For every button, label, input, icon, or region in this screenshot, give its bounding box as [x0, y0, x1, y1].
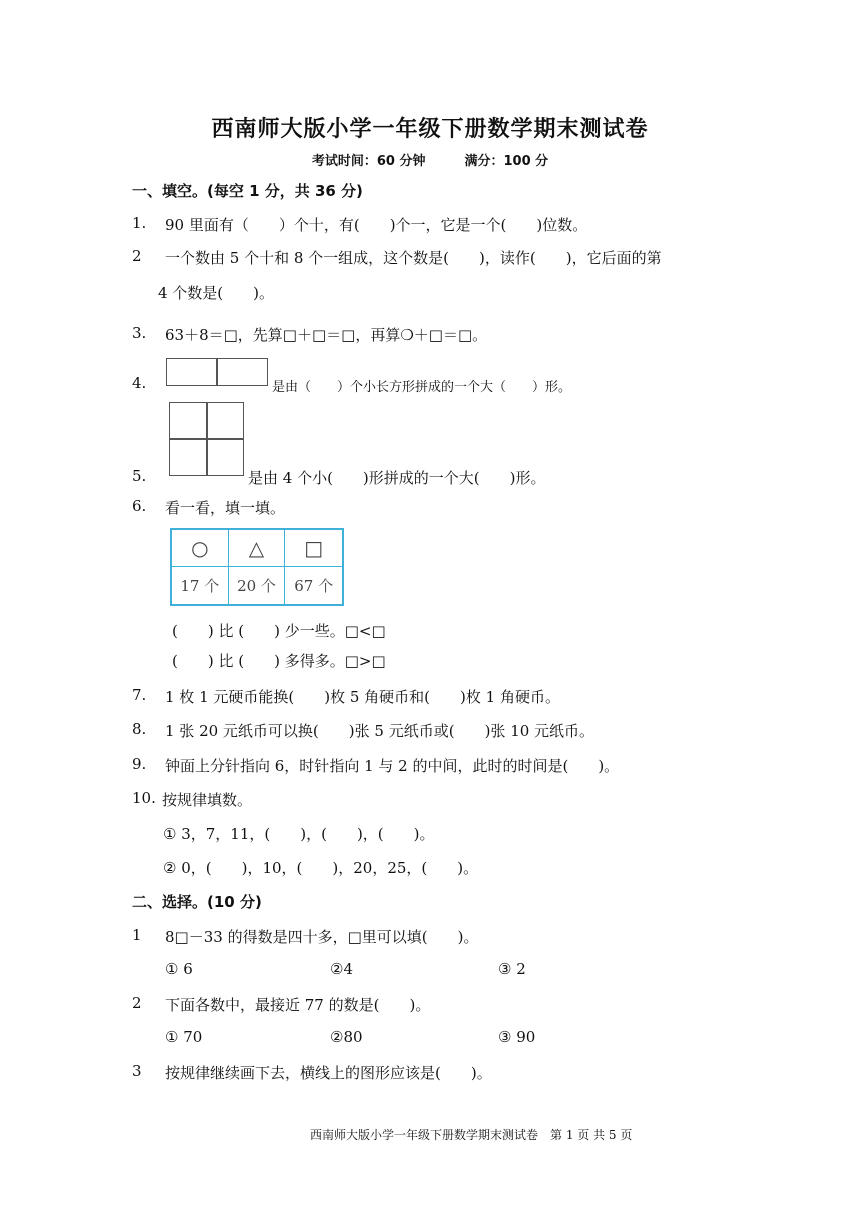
- q5-number: 5.: [132, 467, 147, 485]
- q6-compare-more: ( ) 比 ( ) 多得多。□>□: [172, 652, 386, 670]
- q5-text: 是由 4 个小( )形拼成的一个大( )形。: [248, 469, 546, 487]
- q9-text: 钟面上分针指向 6，时针指向 1 与 2 的中间，此时的时间是( )。: [165, 757, 620, 775]
- q6-number: 6.: [132, 497, 147, 515]
- s2-q2-text: 下面各数中，最接近 77 的数是( )。: [165, 996, 431, 1014]
- section1-heading: 一、填空。(每空 1 分，共 36 分): [132, 182, 363, 200]
- shape-count-table: [170, 528, 344, 606]
- q6-compare-less: ( ) 比 ( ) 少一些。□<□: [172, 622, 386, 640]
- circle-icon: ○: [172, 530, 229, 567]
- q3-text: 63＋8＝□，先算□＋□＝□，再算❍＋□＝□。: [165, 326, 488, 344]
- s2-q2-number: 2: [132, 994, 142, 1012]
- triangle-count: 20 个: [229, 567, 286, 604]
- s2-q2-option-a: ① 70: [165, 1028, 203, 1046]
- q2-text-line2: 4 个数是( )。: [158, 284, 275, 302]
- q9-number: 9.: [132, 755, 147, 773]
- q10-number: 10.: [132, 789, 156, 807]
- q10-text: 按规律填数。: [162, 791, 253, 809]
- square-count: 67 个: [294, 577, 334, 595]
- s2-q1-option-a: ① 6: [165, 960, 193, 978]
- s2-q1-number: 1: [132, 926, 142, 944]
- q8-number: 8.: [132, 720, 147, 738]
- page-footer: 西南师大版小学一年级下册数学期末测试卷 第 1 页 共 5 页: [310, 1128, 633, 1142]
- square-icon: □: [285, 530, 342, 567]
- s2-q3-text: 按规律继续画下去，横线上的图形应该是( )。: [165, 1064, 492, 1082]
- q8-text: 1 张 20 元纸币可以换( )张 5 元纸币或( )张 10 元纸币。: [165, 722, 595, 740]
- q2-text: 一个数由 5 个十和 8 个一组成，这个数是( )，读作( )，它后面的第: [165, 249, 662, 267]
- q4-number: 4.: [132, 374, 147, 392]
- q7-text: 1 枚 1 元硬币能换( )枚 5 角硬币和( )枚 1 角硬币。: [165, 688, 560, 706]
- two-rectangles-figure: [166, 358, 268, 386]
- q1-number: 1.: [132, 214, 147, 232]
- s2-q1-text: 8□－33 的得数是四十多，□里可以填( )。: [165, 928, 479, 946]
- s2-q2-option-c: ③ 90: [498, 1028, 536, 1046]
- s2-q1-option-b: ②4: [330, 960, 353, 978]
- s2-q3-number: 3: [132, 1062, 142, 1080]
- q2-number: 2: [132, 247, 142, 265]
- q10-sequence-2: ② 0，( )，10，( )，20，25，( )。: [163, 859, 479, 877]
- page-title: 西南师大版小学一年级下册数学期末测试卷: [211, 117, 649, 142]
- q3-number: 3.: [132, 324, 147, 342]
- q6-text: 看一看，填一填。: [165, 499, 286, 517]
- s2-q2-option-b: ②80: [330, 1028, 363, 1046]
- circle-count: 17 个: [172, 567, 229, 604]
- q10-sequence-1: ① 3，7，11，( )，( )，( )。: [163, 825, 435, 843]
- four-squares-figure: [169, 402, 244, 476]
- q7-number: 7.: [132, 686, 147, 704]
- section2-heading: 二、选择。(10 分): [132, 893, 262, 911]
- q1-text: 90 里面有（ ）个十，有( )个一，它是一个( )位数。: [165, 216, 588, 234]
- page-subtitle: 考试时间：60 分钟 满分：100 分: [311, 154, 549, 169]
- s2-q1-option-c: ③ 2: [498, 960, 526, 978]
- triangle-icon: △: [229, 530, 286, 567]
- q4-text: 是由（ ）个小长方形拼成的一个大（ ）形。: [272, 380, 572, 395]
